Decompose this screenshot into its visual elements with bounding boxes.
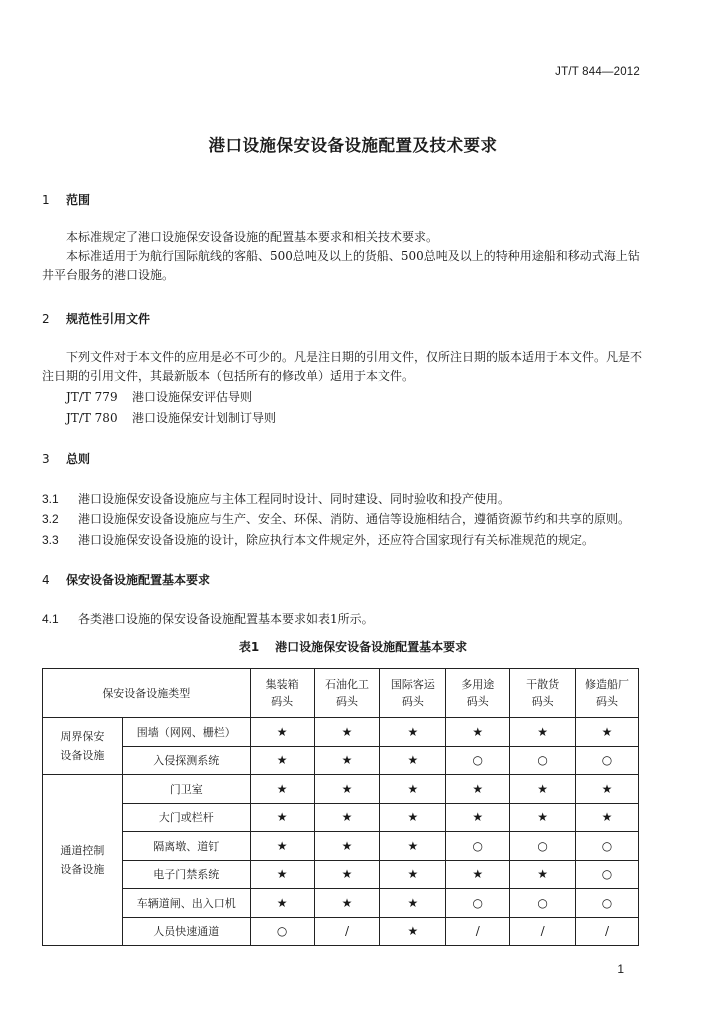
mark-cell: ★	[380, 803, 446, 832]
mark-cell: ★	[446, 718, 510, 747]
clause-number: 3.2	[42, 512, 59, 526]
clause-3-2	[42, 510, 630, 527]
mark-cell: ★	[576, 775, 639, 804]
reference-code: JT/T 780	[66, 411, 118, 425]
page-number: 1	[617, 962, 624, 976]
section-3-heading	[42, 450, 90, 467]
clause-4-1	[42, 610, 374, 627]
table-corner-header: 保安设备设施类型	[43, 669, 251, 718]
item-cell: 入侵探测系统	[122, 746, 250, 775]
mark-cell: ★	[250, 832, 314, 861]
mark-cell: ★	[510, 803, 576, 832]
scope-text	[42, 228, 642, 285]
section-2-heading	[42, 310, 150, 327]
mark-cell: /	[314, 917, 380, 946]
reference-item	[66, 388, 252, 405]
mark-cell: ★	[446, 860, 510, 889]
reference-title: 港口设施保安评估导则	[132, 390, 253, 404]
table-row	[43, 889, 639, 918]
document-title: 港口设施保安设备设施配置及技术要求	[208, 136, 498, 155]
clause-3-3	[42, 531, 594, 548]
section-number: 1	[42, 193, 50, 207]
clause-text: 港口设施保安设备设施应与主体工程同时设计、同时建设、同时验收和投产使用。	[78, 492, 511, 506]
normative-intro-text: 下列文件对于本文件的应用是必不可少的。凡是注日期的引用文件，仅所注日期的版本适用于本文件。凡是不注日期的引用文件，其最新版本（包括所有的修改单）适用于本文件。	[42, 350, 643, 383]
mark-cell: ★	[510, 775, 576, 804]
mark-cell: ○	[576, 832, 639, 861]
scope-paragraph-2: 本标准适用于为航行国际航线的客船、500总吨及以上的货船、500总吨及以上的特种用途船和移动式海上钻井平台服务的港口设施。	[42, 249, 640, 282]
mark-cell: ○	[446, 832, 510, 861]
mark-cell: ★	[250, 718, 314, 747]
mark-cell: ★	[314, 860, 380, 889]
mark-cell: ○	[576, 889, 639, 918]
mark-cell: ★	[380, 718, 446, 747]
mark-cell: ★	[314, 775, 380, 804]
mark-cell: ★	[380, 860, 446, 889]
column-header: 多用途 码头	[446, 669, 510, 718]
mark-cell: ○	[446, 746, 510, 775]
section-title: 范围	[66, 193, 91, 207]
mark-cell: ★	[446, 803, 510, 832]
mark-cell: ★	[250, 775, 314, 804]
clause-number: 4.1	[42, 612, 59, 626]
normative-intro	[42, 348, 642, 386]
mark-cell: ○	[510, 889, 576, 918]
mark-cell: ○	[250, 917, 314, 946]
mark-cell: ★	[446, 775, 510, 804]
mark-cell: ○	[510, 832, 576, 861]
mark-cell: /	[446, 917, 510, 946]
section-title: 规范性引用文件	[66, 312, 151, 326]
table-caption-text: 港口设施保安设备设施配置基本要求	[275, 640, 468, 654]
table-row	[43, 746, 639, 775]
item-cell: 隔离墩、道钉	[122, 832, 250, 861]
clause-3-1	[42, 490, 510, 507]
mark-cell: ○	[576, 860, 639, 889]
mark-cell: ★	[314, 746, 380, 775]
column-header: 国际客运 码头	[380, 669, 446, 718]
column-header: 石油化工 码头	[314, 669, 380, 718]
mark-cell: ★	[250, 746, 314, 775]
mark-cell: ★	[314, 889, 380, 918]
reference-title: 港口设施保安计划制订导则	[132, 411, 277, 425]
mark-cell: ★	[314, 803, 380, 832]
section-number: 3	[42, 452, 50, 466]
section-4-heading	[42, 571, 210, 588]
table-header-row	[43, 669, 639, 718]
clause-text: 港口设施保安设备设施的设计，除应执行本文件规定外，还应符合国家现行有关标准规范的规定。	[78, 533, 595, 547]
reference-item	[66, 409, 276, 426]
clause-number: 3.3	[42, 533, 59, 547]
item-cell: 门卫室	[122, 775, 250, 804]
item-cell: 人员快速通道	[122, 917, 250, 946]
mark-cell: ○	[446, 889, 510, 918]
mark-cell: ★	[576, 803, 639, 832]
column-header: 集装箱 码头	[250, 669, 314, 718]
mark-cell: /	[576, 917, 639, 946]
reference-code: JT/T 779	[66, 390, 118, 404]
table-row	[43, 718, 639, 747]
clause-number: 3.1	[42, 492, 59, 506]
mark-cell: /	[510, 917, 576, 946]
mark-cell: ★	[380, 889, 446, 918]
mark-cell: ○	[576, 746, 639, 775]
section-number: 4	[42, 573, 50, 587]
mark-cell: ★	[510, 718, 576, 747]
item-cell: 电子门禁系统	[122, 860, 250, 889]
item-cell: 大门或栏杆	[122, 803, 250, 832]
table-row	[43, 832, 639, 861]
section-title: 总则	[66, 452, 91, 466]
mark-cell: ★	[314, 718, 380, 747]
section-number: 2	[42, 312, 50, 326]
mark-cell: ★	[380, 746, 446, 775]
scope-paragraph-1: 本标准规定了港口设施保安设备设施的配置基本要求和相关技术要求。	[66, 230, 439, 244]
column-header: 干散货 码头	[510, 669, 576, 718]
group-cell: 周界保安 设备设施	[43, 718, 123, 775]
mark-cell: ★	[250, 889, 314, 918]
table-number: 表1	[238, 640, 260, 654]
requirements-table	[42, 668, 639, 946]
item-cell: 围墙（网网、栅栏）	[122, 718, 250, 747]
item-cell: 车辆道闸、出入口机	[122, 889, 250, 918]
mark-cell: ★	[250, 803, 314, 832]
mark-cell: ★	[380, 775, 446, 804]
mark-cell: ★	[576, 718, 639, 747]
mark-cell: ★	[250, 860, 314, 889]
mark-cell: ★	[510, 860, 576, 889]
mark-cell: ★	[380, 917, 446, 946]
clause-text: 各类港口设施的保安设备设施配置基本要求如表1所示。	[78, 612, 374, 626]
standard-number: JT/T 844—2012	[555, 66, 640, 78]
table-row	[43, 917, 639, 946]
clause-text: 港口设施保安设备设施应与生产、安全、环保、消防、通信等设施相结合，遵循资源节约和共享的原则。	[78, 512, 631, 526]
table-caption	[0, 638, 706, 655]
mark-cell: ○	[510, 746, 576, 775]
group-cell: 通道控制 设备设施	[43, 775, 123, 946]
section-1-heading	[42, 191, 90, 208]
table-row	[43, 775, 639, 804]
mark-cell: ★	[314, 832, 380, 861]
table-row	[43, 860, 639, 889]
table-row	[43, 803, 639, 832]
column-header: 修造船厂 码头	[576, 669, 639, 718]
section-title: 保安设备设施配置基本要求	[66, 573, 211, 587]
mark-cell: ★	[380, 832, 446, 861]
